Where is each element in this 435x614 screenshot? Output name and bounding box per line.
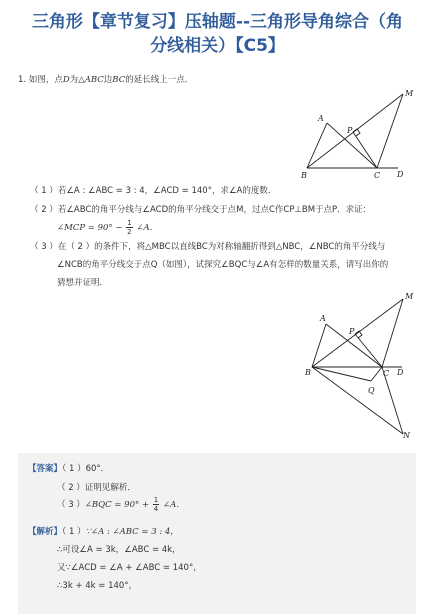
fig1-label-D: D [397, 170, 404, 179]
fig1-label-M: M [405, 89, 414, 98]
fig2-label-B: B [305, 368, 311, 377]
title-line-1: 三角形【章节复习】压轴题--三角形导角综合（角 [31, 12, 404, 32]
fig2-label-Q: Q [368, 386, 375, 395]
sub-question-3-line-3: 猜想并证明． [57, 278, 109, 288]
figure-2 [302, 288, 422, 440]
fraction: $\frac{1}{2}$ [127, 219, 132, 236]
fraction: $\frac{1}{4}$ [153, 496, 159, 513]
analysis-tag: 【解析】 [28, 527, 63, 537]
analysis-line-2: ∴可设∠A = 3k，∠ABC = 4k， [57, 545, 181, 555]
title-line-2: 分线相关）【C5】 [150, 36, 285, 56]
question-stem: 1. 如图，点D为△ABC边BC的延长线上一点． [18, 75, 194, 85]
analysis-line-3: 又∵∠ACD = ∠A + ∠ABC = 140°， [57, 563, 202, 573]
sub-question-2-formula: ∠MCP = 90° − $\frac{1}{2}$ ∠A． [57, 219, 159, 236]
fig2-label-A: A [320, 314, 326, 323]
fig2-label-C: C [383, 369, 390, 378]
fig1-label-B: B [301, 171, 307, 180]
answer-tag: 【答案】 [28, 464, 63, 474]
sub-question-1: （ 1 ）若∠A : ∠ABC = 3 : 4，∠ACD = 140°，求∠A的度数． [30, 186, 277, 196]
answer-line-2: （ 2 ）证明见解析． [57, 483, 136, 493]
sub-question-3-line-2: ∠NCB的角平分线交于点Q（如图），试探究∠BQC与∠A有怎样的数量关系，请写出你的 [57, 260, 389, 270]
fig1-label-A: A [318, 114, 324, 123]
answer-line-3: （ 3 ）∠BQC = 90° + $\frac{1}{4}$ ∠A． [57, 496, 185, 513]
fig1-label-P: P [347, 126, 353, 135]
fig2-label-D: D [397, 368, 404, 377]
analysis-line-1: 【解析】（ 1 ）∵∠A : ∠ABC = 3 : 4， [28, 527, 179, 537]
page-title [0, 10, 435, 58]
fig1-label-C: C [374, 171, 381, 180]
answer-line-1: 【答案】（ 1 ）60°． [28, 464, 110, 474]
fig2-label-M: M [405, 292, 414, 301]
figure-1 [298, 86, 418, 181]
question-number: 1. [18, 75, 27, 85]
fig2-label-P: P [349, 327, 355, 336]
analysis-line-4: ∴3k + 4k = 140°， [57, 581, 138, 591]
fig2-label-N: N [403, 431, 410, 440]
sub-question-3: （ 3 ）在（ 2 ）的条件下，将△MBC以直线BC为对称轴翻折得到△NBC，∠NBC的角平分线与 [30, 242, 386, 252]
sub-question-2: （ 2 ）若∠ABC的角平分线与∠ACD的角平分线交于点M，过点C作CP⊥BM于点P．求证： [30, 205, 372, 215]
